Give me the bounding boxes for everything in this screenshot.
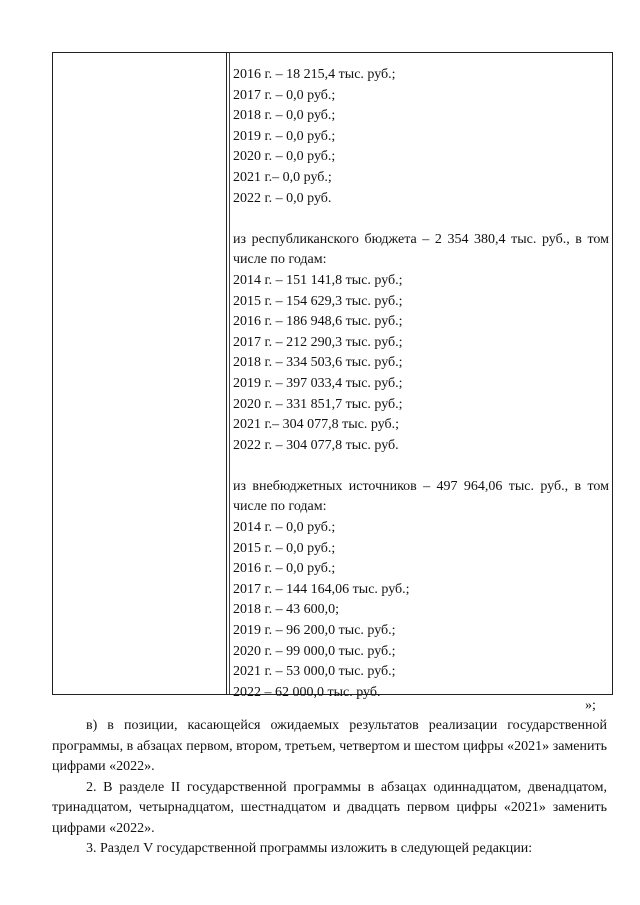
republican-budget-list (233, 271, 609, 456)
list-item: 2022 – 62 000,0 тыс. руб. (233, 684, 381, 700)
list-item: 2017 г. – 144 164,06 тыс. руб.; (233, 581, 410, 597)
list-item: 2018 г. – 43 600,0; (233, 602, 340, 618)
list-item: 2021 г. – 53 000,0 тыс. руб.; (233, 664, 396, 680)
list-item: 2017 г. – 0,0 руб.; (233, 87, 336, 103)
list-item: 2020 г. – 331 851,7 тыс. руб.; (233, 396, 403, 412)
list-item: 2018 г. – 334 503,6 тыс. руб.; (233, 355, 403, 371)
list-item: 2017 г. – 212 290,3 тыс. руб.; (233, 334, 403, 350)
amendment-text (52, 716, 607, 860)
list-item: 2019 г. – 0,0 руб.; (233, 128, 336, 144)
funding-table (52, 52, 613, 700)
federal-tail-list (233, 65, 609, 209)
list-item: 2015 г. – 0,0 руб.; (233, 540, 336, 556)
table-column-divider-inner (229, 53, 230, 694)
offbudget-header: из внебюджетных источников – 497 964,06 тыс. руб., в том числе по годам: (233, 478, 609, 515)
paragraph: 2. В разделе II государственной программы в абзацах одиннадцатом, двенадцатом, тринадцатом, четырнадцатом, шестнадцатом и двадцать первом цифры «2021» заменить цифрами «2022». (52, 779, 607, 836)
list-item: 2016 г. – 18 215,4 тыс. руб.; (233, 67, 396, 82)
table-column-divider (226, 53, 227, 694)
list-item: 2022 г. – 0,0 руб. (233, 190, 332, 206)
funding-cell (233, 65, 609, 703)
list-item: 2016 г. – 186 948,6 тыс. руб.; (233, 314, 403, 330)
list-item: 2014 г. – 0,0 руб.; (233, 520, 336, 536)
list-item: 2020 г. – 99 000,0 тыс. руб.; (233, 643, 396, 659)
list-item: 2019 г. – 96 200,0 тыс. руб.; (233, 623, 396, 639)
republican-budget-header: из республиканского бюджета – 2 354 380,4 тыс. руб., в том числе по годам: (233, 231, 609, 268)
list-item: 2015 г. – 154 629,3 тыс. руб.; (233, 293, 403, 309)
list-item: 2022 г. – 304 077,8 тыс. руб. (233, 437, 399, 453)
paragraph: 3. Раздел V государственной программы изложить в следующей редакции: (86, 841, 533, 856)
list-item: 2021 г.– 0,0 руб.; (233, 169, 332, 185)
closing-quote: »; (585, 698, 596, 713)
list-item: 2020 г. – 0,0 руб.; (233, 149, 336, 165)
list-item: 2018 г. – 0,0 руб.; (233, 108, 336, 124)
list-item: 2014 г. – 151 141,8 тыс. руб.; (233, 272, 403, 288)
offbudget-list (233, 518, 609, 703)
paragraph: в) в позиции, касающейся ожидаемых результатов реализации государственной программы, в абзацах первом, втором, третьем, четвертом и шестом цифры «2021» заменить цифрами «2022». (52, 718, 607, 774)
list-item: 2019 г. – 397 033,4 тыс. руб.; (233, 375, 403, 391)
list-item: 2016 г. – 0,0 руб.; (233, 561, 336, 577)
list-item: 2021 г.– 304 077,8 тыс. руб.; (233, 417, 400, 433)
